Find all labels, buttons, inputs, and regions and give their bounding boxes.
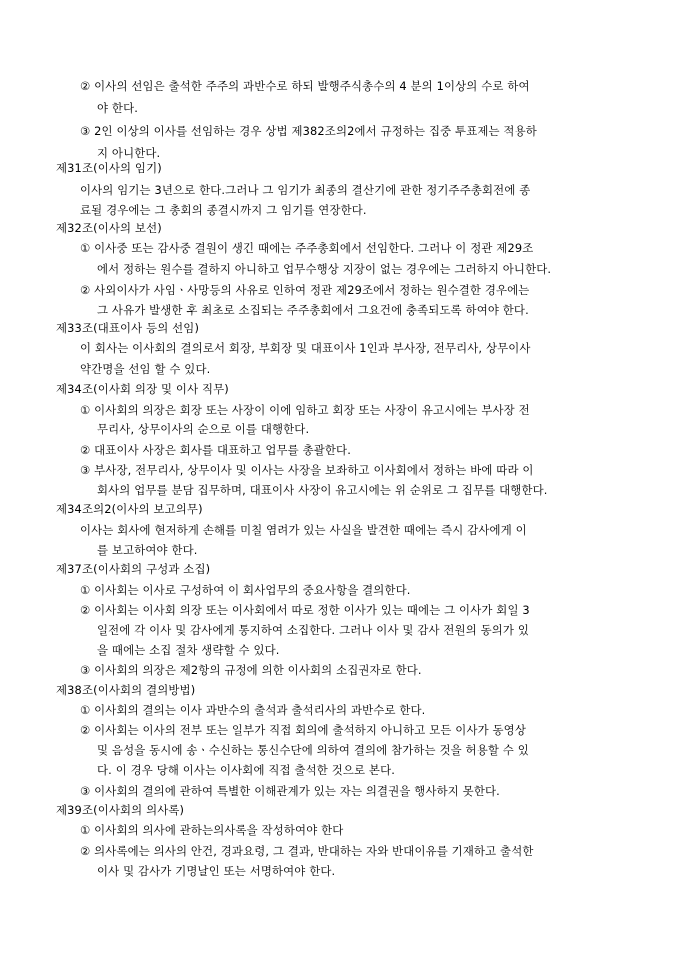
clause-continuation: 야 한다. xyxy=(97,101,139,115)
clause-item: ① 이사중 또는 감사중 결원이 생긴 때에는 주주총회에서 선임한다. 그러나 이 정관 제29조 xyxy=(80,241,534,255)
clause-item: ③ 부사장, 전무리사, 상무이사 및 이사는 사장을 보좌하고 이사회에서 정하는 바에 따라 이 xyxy=(80,463,534,477)
article-heading: 제37조(이사회의 구성과 소집) xyxy=(56,562,211,576)
article-heading: 제34조의2(이사의 보고의무) xyxy=(56,502,203,516)
clause-item: ① 이사회의 의사에 관하는의사록을 작성하여야 한다 xyxy=(80,823,344,837)
clause-continuation: 다. 이 경우 당해 이사는 이사회에 직접 출석한 것으로 본다. xyxy=(97,763,396,777)
article-heading: 제31조(이사의 임기) xyxy=(56,161,162,175)
clause-item: ② 사외이사가 사임ㆍ사망등의 사유로 인하여 정관 제29조에서 정하는 원수결한 경우에는 xyxy=(80,283,530,297)
clause-continuation: 무리사, 상무이사의 순으로 이를 대행한다. xyxy=(97,422,310,436)
article-body: 약간명을 선임 할 수 있다. xyxy=(80,362,211,376)
article-body: 이 회사는 이사회의 결의로서 회장, 부회장 및 대표이사 1인과 부사장, 전무리사, 상무이사 xyxy=(80,341,531,355)
article-body: 를 보고하여야 한다. xyxy=(97,543,198,557)
clause-item: ② 이사회는 이사의 전부 또는 일부가 직접 회의에 출석하지 아니하고 모든 이사가 동영상 xyxy=(80,723,526,737)
clause-continuation: 회사의 업무를 분담 집무하며, 대표이사 사장이 유고시에는 위 순위로 그 집무를 대행한다. xyxy=(97,483,548,497)
article-body: 이사의 임기는 3년으로 한다.그러나 그 임기가 최종의 결산기에 관한 정기주주총회전에 종 xyxy=(80,183,531,197)
clause-continuation: 지 아니한다. xyxy=(97,146,161,160)
clause-item: ① 이사회의 의장은 회장 또는 사장이 이에 임하고 회장 또는 사장이 유고시에는 부사장 전 xyxy=(80,403,530,417)
clause-continuation: 이사 및 감사가 기명날인 또는 서명하여야 한다. xyxy=(97,864,336,878)
clause-item: ② 이사회는 이사회 의장 또는 이사회에서 따로 정한 이사가 있는 때에는 그 이사가 회일 3 xyxy=(80,603,530,617)
clause-item: ② 의사록에는 의사의 안건, 경과요령, 그 결과, 반대하는 자와 반대이유를 기재하고 출석한 xyxy=(80,844,534,858)
article-heading: 제32조(이사의 보선) xyxy=(56,221,162,235)
clause-item: ② 이사의 선임은 출석한 주주의 과반수로 하되 발행주식총수의 4 분의 1이상의 수로 하여 xyxy=(80,79,530,93)
clause-item: ② 대표이사 사장은 회사를 대표하고 업무를 총괄한다. xyxy=(80,443,351,457)
clause-item: ③ 이사회의 결의에 관하여 특별한 이해관계가 있는 자는 의결권을 행사하지 못한다. xyxy=(80,784,500,798)
article-heading: 제38조(이사회의 결의방법) xyxy=(56,683,196,697)
clause-continuation: 그 사유가 발생한 후 최초로 소집되는 주주총회에서 그요건에 충족되도록 하여야 한다. xyxy=(97,303,529,317)
clause-continuation: 및 음성을 동시에 송ㆍ수신하는 통신수단에 의하여 결의에 참가하는 것을 허용할 수 있 xyxy=(97,743,529,757)
clause-item: ③ 이사회의 의장은 제2항의 규정에 의한 이사회의 소집권자로 한다. xyxy=(80,663,422,677)
article-heading: 제34조(이사회 의장 및 이사 직무) xyxy=(56,382,229,396)
clause-item: ③ 2인 이상의 이사를 선임하는 경우 상법 제382조의2에서 규정하는 집중 투표제는 적용하 xyxy=(80,124,537,138)
clause-item: ① 이사회는 이사로 구성하여 이 회사업무의 중요사항을 결의한다. xyxy=(80,583,411,597)
article-heading: 제39조(이사회의 의사록) xyxy=(56,803,185,817)
article-heading: 제33조(대표이사 등의 선임) xyxy=(56,321,200,335)
clause-continuation: 을 때에는 소집 절차 생략할 수 있다. xyxy=(97,643,280,657)
clause-continuation: 일전에 각 이사 및 감사에게 통지하여 소집한다. 그러나 이사 및 감사 전원의 동의가 있 xyxy=(97,623,530,637)
article-body: 이사는 회사에 현저하게 손해를 미칠 염려가 있는 사실을 발견한 때에는 즉시 감사에게 이 xyxy=(80,523,527,537)
clause-item: ① 이사회의 결의는 이사 과반수의 출석과 출석리사의 과반수로 한다. xyxy=(80,703,426,717)
clause-continuation: 에서 정하는 원수를 결하지 아니하고 업무수행상 지장이 없는 경우에는 그러하지 아니한다. xyxy=(97,262,552,276)
article-body: 료될 경우에는 그 총회의 종결시까지 그 임기를 연장한다. xyxy=(80,203,367,217)
